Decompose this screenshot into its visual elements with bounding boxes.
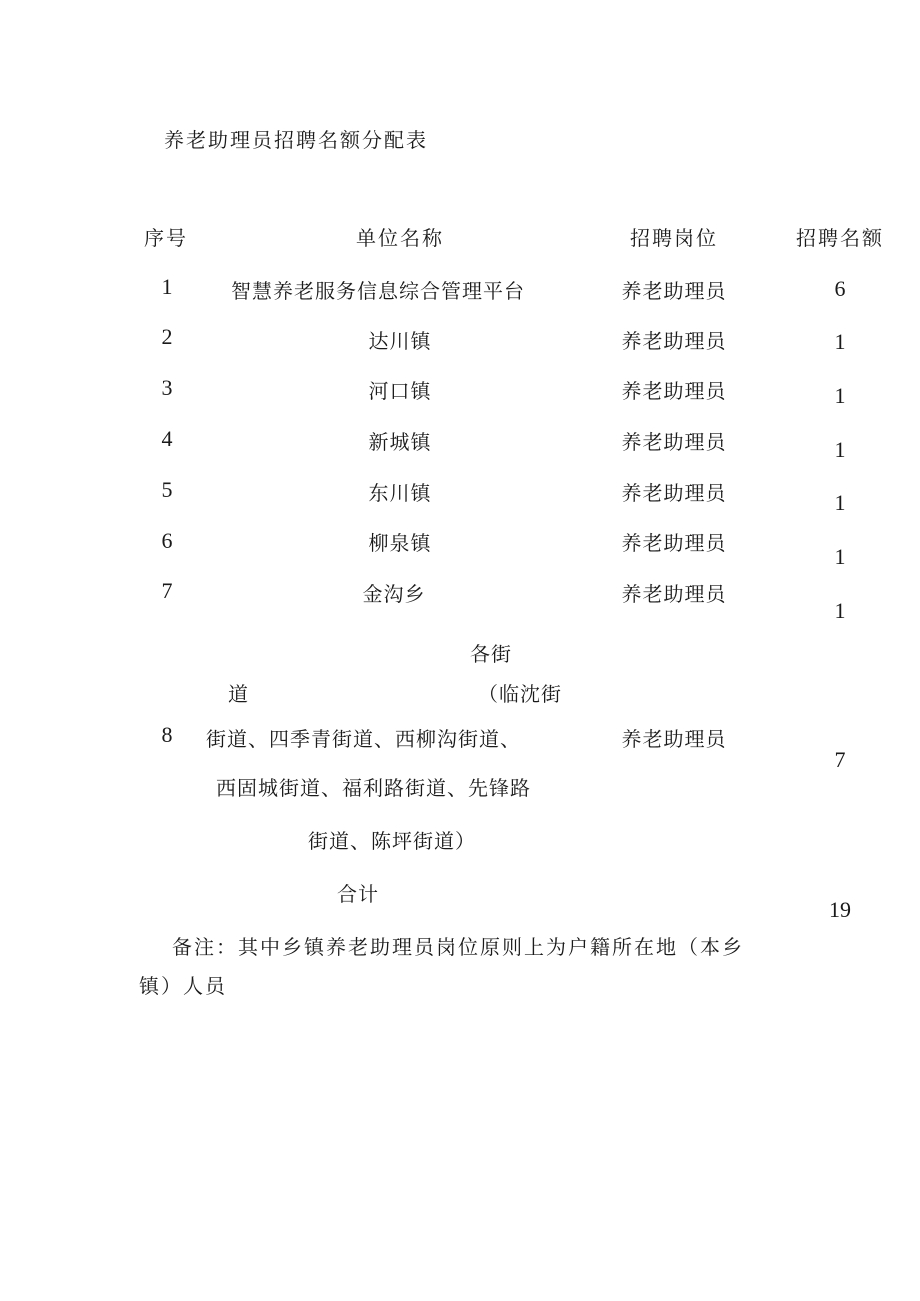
row-quota: 1 xyxy=(834,329,846,354)
row-post: 养老助理员 xyxy=(621,531,727,555)
row-no: 6 xyxy=(161,528,173,553)
row-post: 养老助理员 xyxy=(621,329,727,353)
row-quota: 1 xyxy=(834,383,846,408)
row-no: 4 xyxy=(161,426,173,451)
row-quota: 6 xyxy=(834,276,846,301)
row-post: 养老助理员 xyxy=(621,727,727,751)
row-no: 3 xyxy=(161,375,173,400)
row-unit: 柳泉镇 xyxy=(368,531,432,555)
row-unit-line: 街道、陈坪街道） xyxy=(308,829,476,853)
row-unit-line: （临沈街 xyxy=(478,682,562,706)
page-title: 养老助理员招聘名额分配表 xyxy=(164,128,428,152)
row-unit: 金沟乡 xyxy=(362,582,426,606)
note-line: 镇）人员 xyxy=(139,974,227,998)
row-post: 养老助理员 xyxy=(621,279,727,303)
row-unit: 达川镇 xyxy=(368,329,432,353)
header-quota: 招聘名额 xyxy=(796,226,884,250)
row-no: 8 xyxy=(161,722,173,747)
row-no: 5 xyxy=(161,477,173,502)
row-unit-line: 道 xyxy=(228,682,249,706)
total-value: 19 xyxy=(829,897,851,922)
row-unit: 智慧养老服务信息综合管理平台 xyxy=(231,279,525,303)
row-unit-line: 西固城街道、福利路街道、先锋路 xyxy=(216,776,531,800)
row-post: 养老助理员 xyxy=(621,481,727,505)
row-unit-line: 各街 xyxy=(470,642,512,666)
row-post: 养老助理员 xyxy=(621,582,727,606)
header-no: 序号 xyxy=(144,226,188,250)
row-no: 7 xyxy=(161,578,173,603)
row-post: 养老助理员 xyxy=(621,430,727,454)
row-quota: 7 xyxy=(834,747,846,772)
row-no: 1 xyxy=(161,274,173,299)
row-quota: 1 xyxy=(834,598,846,623)
row-unit: 东川镇 xyxy=(368,481,432,505)
row-unit-line: 街道、四季青街道、西柳沟街道、 xyxy=(206,727,521,751)
header-unit: 单位名称 xyxy=(356,226,444,250)
row-quota: 1 xyxy=(834,544,846,569)
header-post: 招聘岗位 xyxy=(630,226,718,250)
row-quota: 1 xyxy=(834,490,846,515)
row-unit: 新城镇 xyxy=(368,430,432,454)
total-label: 合计 xyxy=(337,882,379,906)
row-quota: 1 xyxy=(834,437,846,462)
row-unit: 河口镇 xyxy=(368,379,432,403)
note-line: 备注：其中乡镇养老助理员岗位原则上为户籍所在地（本乡 xyxy=(172,935,744,959)
row-no: 2 xyxy=(161,324,173,349)
row-post: 养老助理员 xyxy=(621,379,727,403)
